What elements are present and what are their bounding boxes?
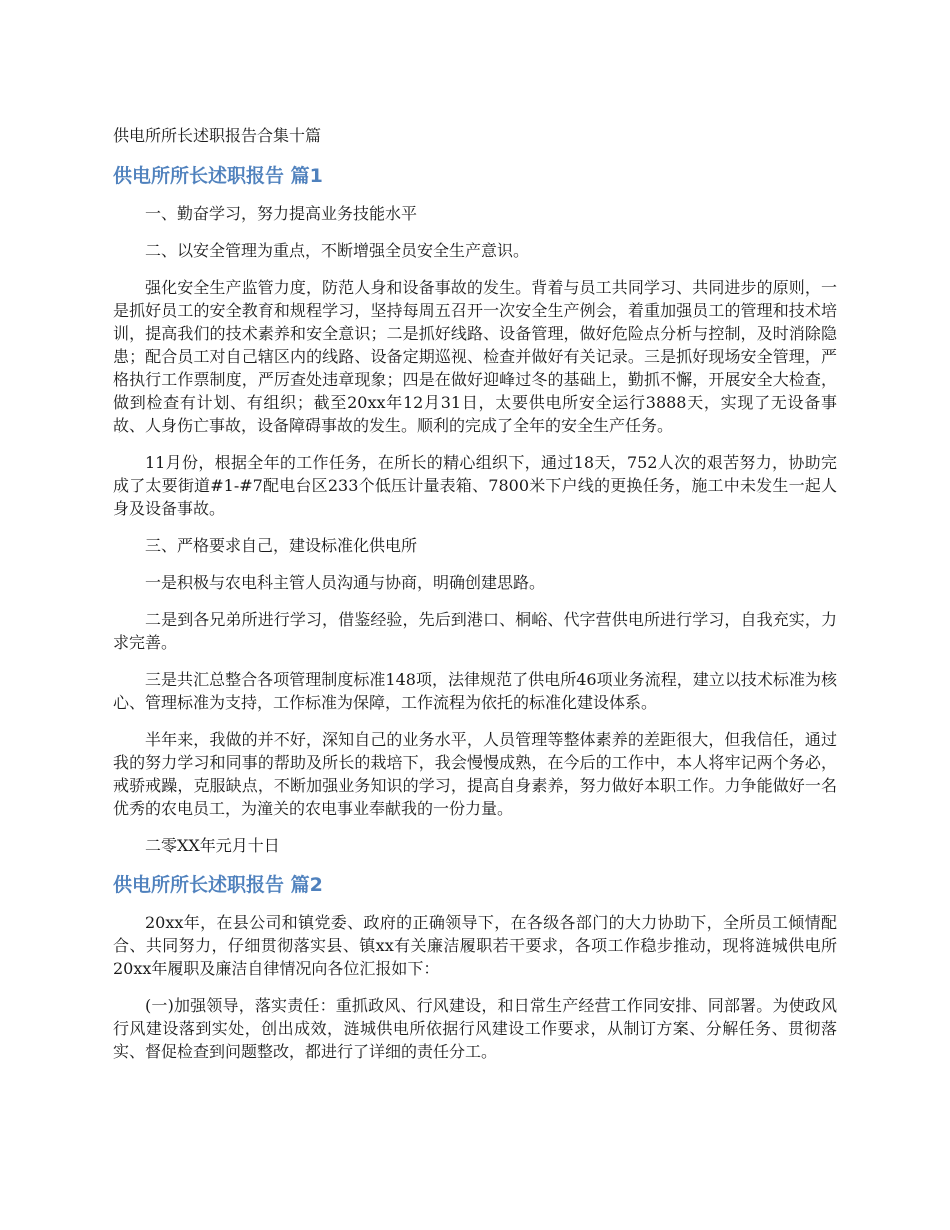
paragraph: 二是到各兄弟所进行学习，借鉴经验，先后到港口、桐峪、代字营供电所进行学习，自我充实，力求完善。 bbox=[113, 610, 837, 652]
section-heading: 供电所所长述职报告 篇2 bbox=[113, 874, 323, 896]
paragraph: 20xx年，在县公司和镇党委、政府的正确领导下，在各级各部门的大力协助下，全所员工倾情配合、共同努力，仔细贯彻落实县、镇xx有关廉洁履职若干要求，各项工作稳步推动，现将涟城供电所20xx年履职及廉洁自律情况向各位汇报如下： bbox=[113, 913, 837, 978]
paragraph: 三是共汇总整合各项管理制度标准148项，法律规范了供电所46项业务流程，建立以技术标准为核心、管理标准为支持，工作标准为保障，工作流程为依托的标准化建设体系。 bbox=[113, 670, 837, 712]
paragraph: 一是积极与农电科主管人员沟通与协商，明确创建思路。 bbox=[145, 573, 546, 592]
signature-date: 二零XX年元月十日 bbox=[145, 836, 280, 855]
paragraph: (一)加强领导，落实责任：重抓政风、行风建设，和日常生产经营工作同安排、同部署。为使政风行风建设落到实处，创出成效，涟城供电所依据行风建设工作要求，从制订方案、分解任务、贯彻落实、督促检查到问题整改，都进行了详细的责任分工。 bbox=[113, 996, 837, 1061]
section-heading: 供电所所长述职报告 篇1 bbox=[113, 165, 323, 187]
paragraph: 强化安全生产监管力度，防范人身和设备事故的发生。背着与员工共同学习、共同进步的原则，一是抓好员工的安全教育和规程学习，坚持每周五召开一次安全生产例会，着重加强员工的管理和技术培训，提高我们的技术素养和安全意识；二是抓好线路、设备管理，做好危险点分析与控制，及时消除隐患；配合员工对自己辖区内的线路、设备定期巡视、检查并做好有关记录。三是抓好现场安全管理，严格执行工作票制度，严厉查处违章现象；四是在做好迎峰过冬的基础上，勤抓不懈，开展安全大检查，做到检查有计划、有组织；截至20xx年12月31日，太要供电所安全运行3888天，实现了无设备事故、人身伤亡事故，设备障碍事故的发生。顺利的完成了全年的安全生产任务。 bbox=[113, 278, 837, 435]
report-section-1 bbox=[113, 162, 837, 857]
report-section-2 bbox=[113, 871, 837, 1063]
paragraph: 一、勤奋学习，努力提高业务技能水平 bbox=[145, 204, 418, 223]
paragraph: 三、严格要求自己，建设标准化供电所 bbox=[145, 536, 418, 555]
document-title: 供电所所长述职报告合集十篇 bbox=[113, 126, 322, 145]
paragraph: 11月份，根据全年的工作任务，在所长的精心组织下，通过18天，752人次的艰苦努力，协助完成了太要街道#1-#7配电台区233个低压计量表箱、7800米下户线的更换任务，施工中未发生一起人身及设备事故。 bbox=[113, 453, 837, 518]
paragraph: 二、以安全管理为重点，不断增强全员安全生产意识。 bbox=[145, 241, 530, 260]
paragraph: 半年来，我做的并不好，深知自己的业务水平，人员管理等整体素养的差距很大，但我信任，通过我的努力学习和同事的帮助及所长的栽培下，我会慢慢成熟，在今后的工作中，本人将牢记两个务必，戒骄戒躁，克服缺点，不断加强业务知识的学习，提高自身素养，努力做好本职工作。力争能做好一名优秀的农电员工，为潼关的农电事业奉献我的一份力量。 bbox=[113, 730, 837, 818]
